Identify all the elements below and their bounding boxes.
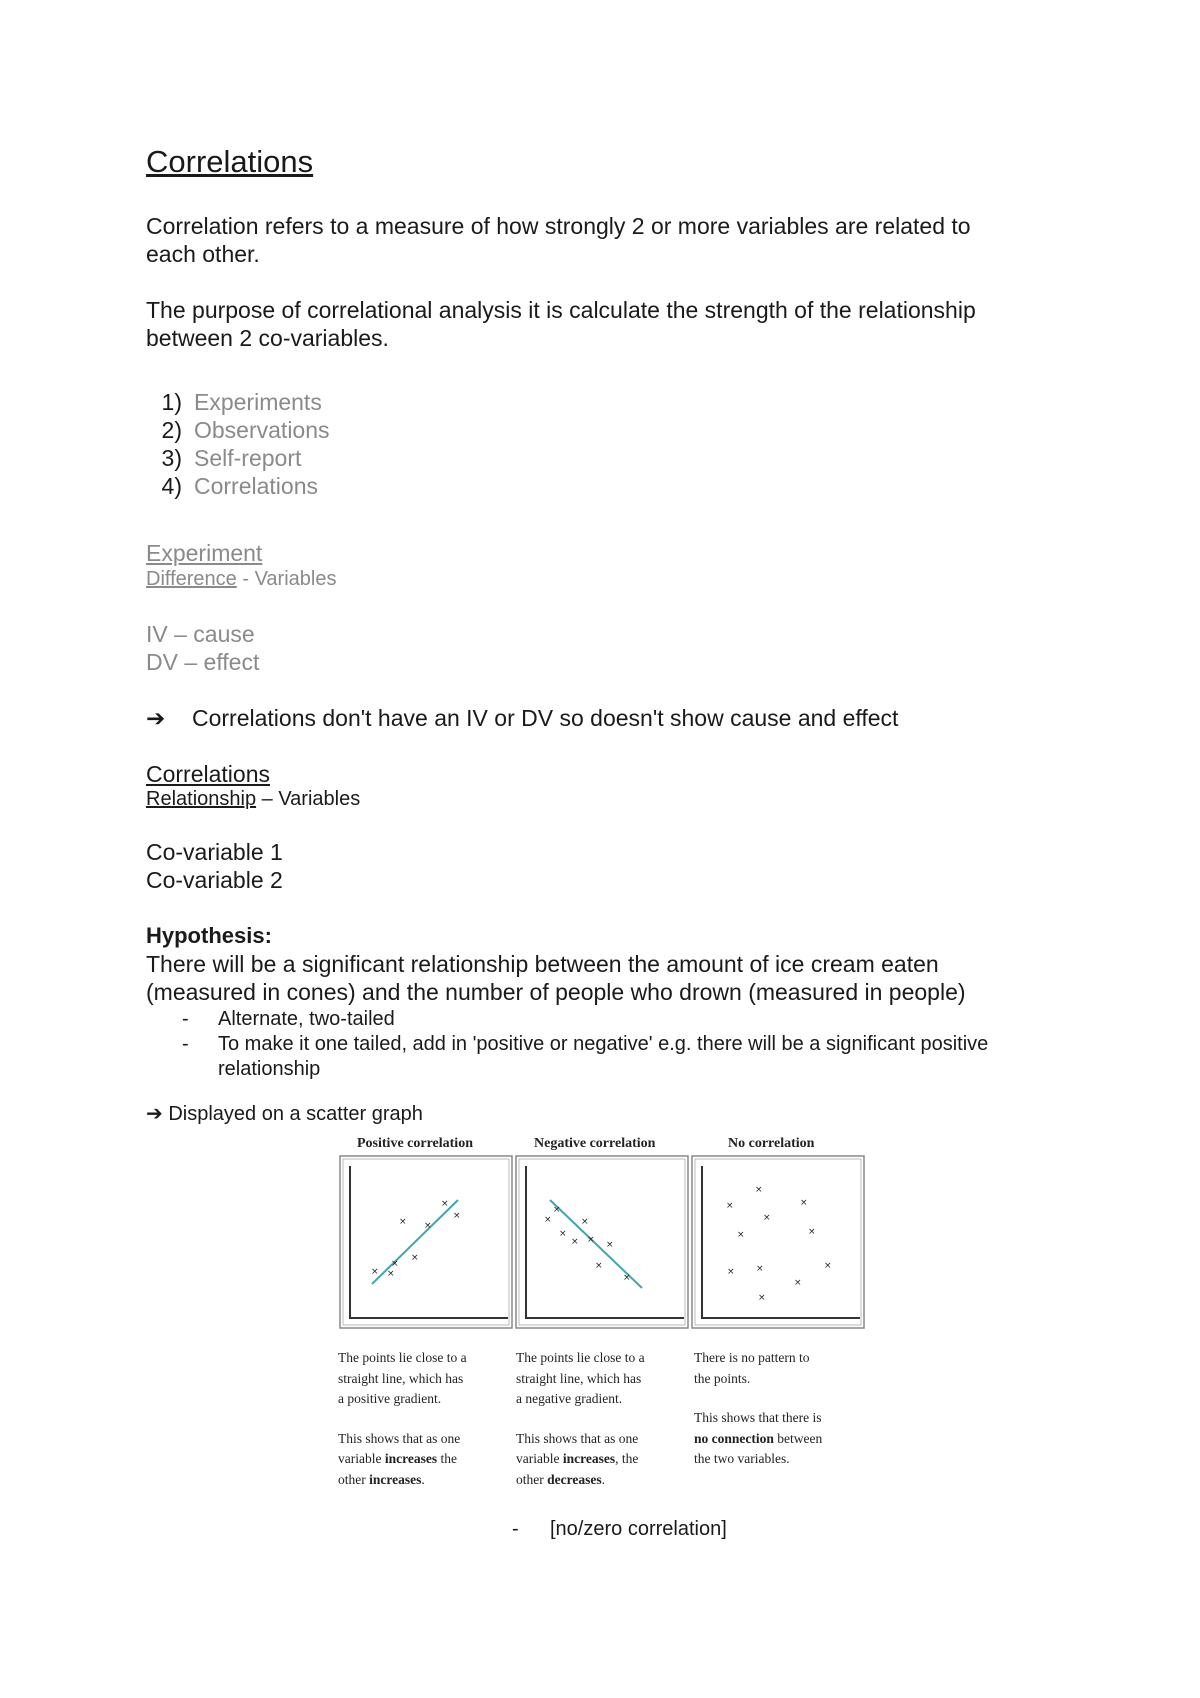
hypothesis-label: Hypothesis: [146,923,272,948]
caption-positive [338,1348,467,1490]
data-point: × [411,1253,419,1263]
caption-text: variable [516,1451,563,1466]
list-label: Self-report [194,445,302,471]
caption-text: other [516,1471,548,1487]
difference-word: Difference [146,568,237,590]
caption-line: a positive gradient. [338,1391,442,1406]
caption-bold: decreases [547,1471,602,1487]
data-point: × [763,1213,771,1223]
data-point: × [371,1267,379,1277]
data-point: × [571,1237,579,1247]
caption-line [338,1449,467,1470]
bullet-dash: - [512,1518,519,1540]
relationship-line [146,787,360,812]
data-point: × [737,1230,745,1240]
data-point: × [756,1264,764,1274]
caption-line: a negative gradient. [516,1391,623,1406]
list-label: Correlations [194,473,318,499]
caption-bold: increases [562,1451,616,1466]
data-point: × [726,1201,734,1211]
data-point: × [553,1205,561,1215]
scatter-note-text: Displayed on a scatter graph [162,1103,423,1125]
caption-line: This shows that as one [338,1430,461,1446]
caption-line [338,1470,467,1491]
list-item [182,1007,988,1032]
purpose-line-2: between 2 co-variables. [146,325,389,351]
hypothesis-line-1: There will be a significant relationship between the amount of ice cream eaten [146,951,939,977]
caption-bold: no connection [694,1430,774,1446]
caption-line [694,1429,822,1450]
panel-positive [340,1156,512,1328]
list-number: 1) [161,389,182,415]
list-item [146,472,330,500]
dv-line: DV – effect [146,649,260,675]
purpose-line-1: The purpose of correlational analysis it is calculate the strength of the relationship [146,297,976,323]
list-item [146,388,330,416]
list-item [182,1057,988,1082]
caption-text: the [437,1451,457,1466]
caption-line: There is no pattern to [694,1350,810,1365]
data-point: × [727,1267,735,1277]
caption-line [516,1470,645,1491]
list-item [182,1032,988,1057]
list-number: 2) [161,417,182,443]
experiment-heading: Experiment [146,540,263,566]
difference-line [146,567,336,592]
panel-title-negative: Negative correlation [534,1136,656,1151]
caption-line: The points lie close to a [338,1350,467,1365]
caption-line: This shows that as one [516,1430,639,1446]
list-item [146,444,330,472]
data-point: × [808,1227,816,1237]
footer-bullet [512,1517,727,1542]
caption-text: variable [338,1451,385,1466]
list-number: 4) [161,473,182,499]
caption-line: This shows that there is [694,1410,822,1425]
cause-effect-text: Correlations don't have an IV or DV so doesn't show cause and effect [192,705,899,731]
bullet-text: [no/zero correlation] [550,1518,727,1540]
hypothesis-text [146,950,966,1006]
scatter-panels [338,1128,868,1360]
data-point: × [755,1185,763,1195]
bullet-dash: - [182,1033,189,1055]
intro-line-1: Correlation refers to a measure of how strongly 2 or more variables are related to [146,213,971,239]
purpose-paragraph [146,296,976,352]
data-point: × [581,1217,589,1227]
panel-title-none: No correlation [728,1136,815,1151]
data-point: × [424,1221,432,1231]
caption-line [516,1449,645,1470]
caption-negative [516,1348,645,1490]
data-point: × [387,1269,395,1279]
caption-text: other [338,1471,370,1487]
iv-line: IV – cause [146,621,255,647]
list-number: 3) [161,445,182,471]
panel-title-positive: Positive correlation [357,1136,473,1151]
bullet-text: Alternate, two-tailed [218,1008,395,1030]
caption-line: straight line, which has [516,1370,642,1386]
caption-none [694,1348,822,1470]
caption-text: between [773,1430,823,1446]
bullet-text: To make it one tailed, add in 'positive or negative' e.g. there will be a significant positive [218,1033,989,1055]
hypothesis-bullets [182,1007,988,1082]
methods-list [146,388,330,500]
intro-paragraph [146,212,971,268]
caption-text: . [601,1471,605,1487]
intro-line-2: each other. [146,241,260,267]
data-point: × [441,1199,449,1209]
list-label: Experiments [194,389,322,415]
data-point: × [758,1293,766,1303]
panel-none [692,1156,864,1328]
list-label: Observations [194,417,330,443]
data-point: × [824,1261,832,1271]
difference-rest: - Variables [236,568,337,590]
arrow-right-icon: ➔ [146,705,166,731]
caption-line: the two variables. [694,1451,790,1466]
panel-frame [516,1156,688,1328]
scatter-note [146,1102,423,1127]
data-point: × [587,1235,595,1245]
data-point: × [391,1259,399,1269]
caption-bold: increases [384,1451,438,1466]
caption-line: the points. [694,1370,751,1386]
panel-negative [516,1156,688,1328]
panel-frame [692,1156,864,1328]
scatter-graph-figure [338,1128,868,1493]
data-point: × [453,1211,461,1221]
panel-frame [340,1156,512,1328]
relationship-word: Relationship [146,788,257,810]
caption-line: The points lie close to a [516,1350,645,1365]
relationship-rest: – Variables [256,788,361,810]
caption-text: . [421,1471,425,1487]
bullet-text: relationship [218,1058,321,1080]
caption-bold: increases [369,1471,422,1487]
arrow-right-icon: ➔ [146,1103,163,1125]
data-point: × [544,1215,552,1225]
hypothesis-line-2: (measured in cones) and the number of people who drown (measured in people) [146,979,966,1005]
data-point: × [794,1278,802,1288]
data-point: × [623,1273,631,1283]
covariable-2: Co-variable 2 [146,867,283,893]
data-point: × [399,1217,407,1227]
caption-line: straight line, which has [338,1370,464,1386]
data-point: × [559,1229,567,1239]
caption-text: , the [615,1451,639,1466]
cause-effect-note [146,704,898,732]
page-title: Correlations [146,144,314,179]
correlations-heading: Correlations [146,761,270,787]
data-point: × [800,1198,808,1208]
data-point: × [606,1240,614,1250]
bullet-dash: - [182,1008,189,1030]
covariable-1: Co-variable 1 [146,839,283,865]
list-item [146,416,330,444]
data-point: × [595,1261,603,1271]
